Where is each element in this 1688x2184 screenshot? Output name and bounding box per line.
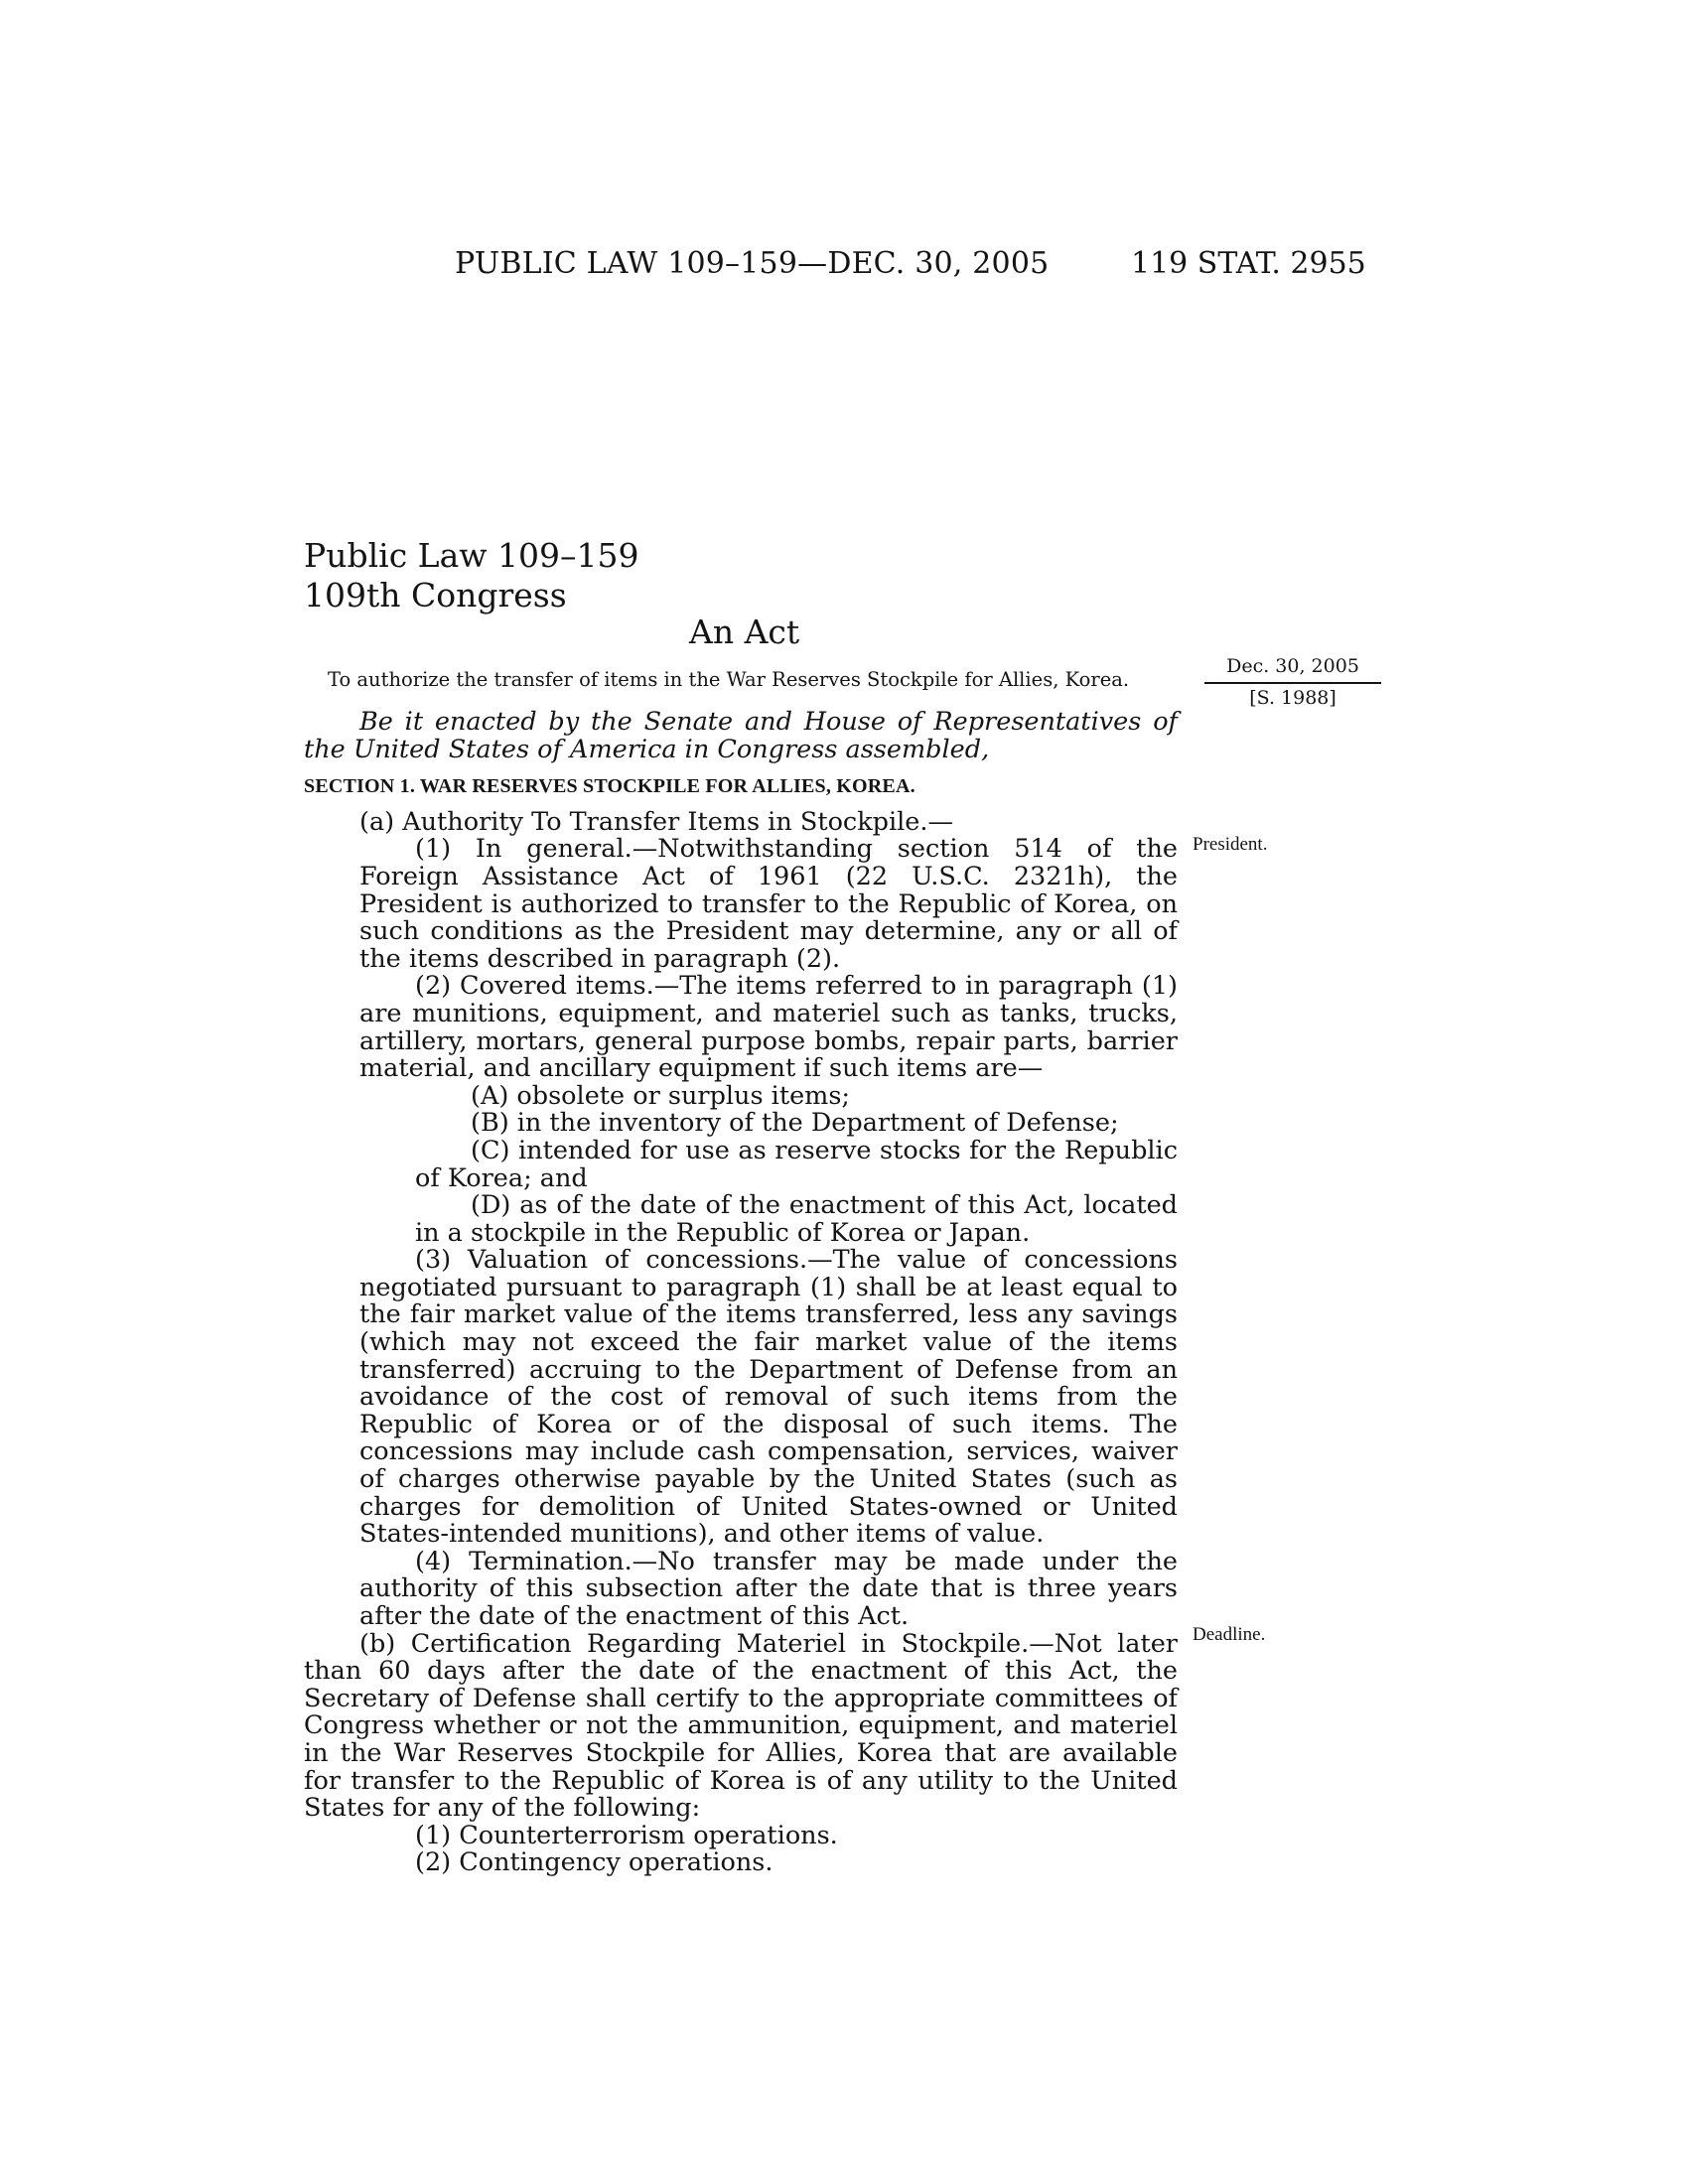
law-title-block xyxy=(304,536,638,615)
congress-number: 109th Congress xyxy=(304,576,567,614)
paragraph-a3: (3) Valuation of concessions.—The value of concessions negotiated pursuant to paragraph (1) shall be at least equal to the fair market value of the items transferred, less any savings (which may not exceed the fair market value of the items transferred) accruing to the Department of Defense from an avoidance of the cost of removal of such items from the Republic of Korea or of the disposal of such items. The concessions may include cash compensation, services, waiver of charges otherwise payable by the United States (such as charges for demolition of United States-owned or United States-intended munitions), and other items of value. xyxy=(359,1245,1178,1550)
margin-date-block xyxy=(1204,652,1381,712)
margin-note-deadline: Deadline. xyxy=(1193,1624,1266,1645)
item-a2B: (B) in the inventory of the Department of Defense; xyxy=(471,1108,1119,1139)
margin-note-president: President. xyxy=(1193,834,1268,855)
public-law-number: Public Law 109–159 xyxy=(304,536,639,575)
subsection-b: (b) Certification Regarding Materiel in Stockpile.—Not later than 60 days after the date of the enactment of this Act, the Secretary of Defense shall certify to the appropriate committees of Congress whether or not the ammunition, equipment, and materiel in the War Reserves Stockpile for Allies, Korea that are available for transfer to the Republic of Korea is of any utility to the United States for any of the following: xyxy=(304,1628,1178,1824)
item-a2D: (D) as of the date of the enactment of this Act, located in a stockpile in the Republic of Korea or Japan. xyxy=(415,1190,1178,1248)
section-heading: SECTION 1. WAR RESERVES STOCKPILE FOR ALLIES, KOREA. xyxy=(304,775,915,798)
paragraph-a4: (4) Termination.—No transfer may be made under the authority of this subsection after the date that is three years after the date of the enactment of this Act. xyxy=(359,1546,1178,1631)
act-purpose: To authorize the transfer of items in the War Reserves Stockpile for Allies, Korea. xyxy=(328,668,1130,691)
act-label: An Act xyxy=(689,613,800,651)
enacting-clause: Be it enacted by the Senate and House of Representatives of the United States of America in Congress assembled, xyxy=(304,707,1178,764)
bill-number: [S. 1988] xyxy=(1249,687,1336,709)
act-body xyxy=(304,709,1178,1877)
running-head: PUBLIC LAW 109–159—DEC. 30, 2005 xyxy=(455,246,1050,281)
item-a2A: (A) obsolete or surplus items; xyxy=(471,1080,851,1111)
subsection-a-heading: (a) Authority To Transfer Items in Stockpile.— xyxy=(359,806,953,837)
item-a2C: (C) intended for use as reserve stocks for the Republic of Korea; and xyxy=(415,1135,1178,1193)
paragraph-b1: (1) Counterterrorism operations. xyxy=(415,1820,838,1850)
enactment-date: Dec. 30, 2005 xyxy=(1226,655,1359,677)
paragraph-b2: (2) Contingency operations. xyxy=(415,1847,774,1878)
paragraph-a1: (1) In general.—Notwithstanding section 514 of the Foreign Assistance Act of 1961 (22 U.S.C. 2321h), the President is authorized to transfer to the Republic of Korea, on such conditions as the President may determine, any or all of the items described in paragraph (2). xyxy=(359,834,1178,974)
paragraph-a2: (2) Covered items.—The items referred to in paragraph (1) are munitions, equipment, and materiel such as tanks, trucks, artillery, mortars, general purpose bombs, repair parts, barrier material, and ancillary equipment if such items are— xyxy=(359,971,1178,1084)
page-number: 119 STAT. 2955 xyxy=(1131,246,1366,281)
